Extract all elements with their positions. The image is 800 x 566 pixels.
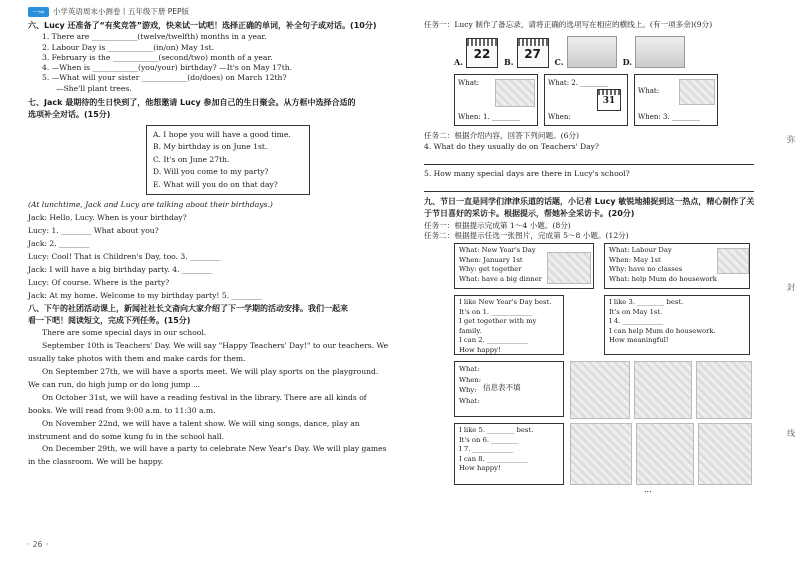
memo-box-1: What: When: 1. ________ <box>454 74 538 126</box>
picture-option-d: D. <box>623 36 685 68</box>
dialog-line: Lucy: Cool! That is Children's Day, too. 3. ________ <box>28 251 221 261</box>
info-card-new-year: What: New Year's Day When: January 1st Why: get together What: have a big dinner <box>454 243 594 289</box>
picture-option-a: A. 22 <box>454 38 498 68</box>
dinner-image <box>547 252 591 284</box>
picture-option-b: B. 27 <box>504 38 549 68</box>
option: E. What will you do on that day? <box>153 179 278 189</box>
memo-box-3: What: When: 3. ________ <box>634 74 718 126</box>
info-card-labour-day: What: Labour Day When: May 1st Why: have no classes What: help Mum do housework <box>604 243 750 289</box>
festival-image-4 <box>570 423 632 485</box>
dialog-line: Jack: I will have a big birthday party. 4. ________ <box>28 264 213 274</box>
section-8-title: 八、下午的社团活动课上，新闻社社长文斋向大家介绍了下一学期的活动安排。我们一起来 <box>28 303 348 313</box>
task2-instruction: 任务二：根据介绍内容，回答下列问题。(6分) <box>424 131 580 141</box>
left-column <box>28 20 390 469</box>
dialog-line: Jack: Hello, Lucy. When is your birthday? <box>28 213 187 223</box>
option: B. My birthday is on June 1st. <box>153 142 268 152</box>
sports-image <box>495 79 535 107</box>
section-7-title-cont: 选项补全对话。(15分) <box>28 110 111 120</box>
task1-instruction: 任务一：Lucy 制作了备忘录，请将正确的选项写在相应的横线上。(有一项多余)(9分) <box>424 20 713 29</box>
header-badge: 一⇨ <box>28 7 49 17</box>
section-9-title: 九、节日一直是同学们津津乐道的话题，小记者 Lucy 敏锐地捕捉到这一热点，精心制作了关 <box>424 197 755 206</box>
passage-paragraph: On September 27th, we will have a sports meet. We will play sports on the playground. We can run, do high jump or do long jump ... <box>28 367 379 389</box>
answer-card-3: I like 5. ________ best. It's on 6. ________ I 7. ____________ I can 8. ____________ How happy! <box>454 423 564 485</box>
binding-mark: 封 <box>787 283 795 292</box>
section-6-title: 六、Lucy 还准备了“有奖竞答”游戏，快来试一试吧！选择正确的单词，补全句子或对话。(10分) <box>28 21 377 30</box>
s6-item: 5. —What will your sister ____________(do/does) on March 12th? <box>42 73 287 83</box>
talent-show-image <box>679 79 715 105</box>
s6-item: 1. There are ____________(twelve/twelfth) months in a year. <box>42 32 267 42</box>
housework-image <box>717 248 749 274</box>
answer-card-1: I like New Year's Day best. It's on 1. ____________ I get together with my family. I can 2. ____________ How happy! <box>454 295 564 355</box>
festival-image-3 <box>696 361 752 419</box>
page-header <box>28 6 189 17</box>
answer-card-2: I like 3. ________ best. It's on May 1st. I 4. ____________ I can help Mum do housework. How meaningful! <box>604 295 750 355</box>
option: C. It's on June 27th. <box>153 154 230 164</box>
calendar-icon: 31 <box>597 89 621 111</box>
question-5: 5. How many special days are there in Lucy's school? <box>424 168 630 178</box>
dialog-line: Jack: At my home. Welcome to my birthday party! 5. ________ <box>28 290 262 300</box>
calendar-icon: 22 <box>466 38 498 68</box>
teacher-students-image <box>635 36 685 68</box>
s6-item: 2. Labour Day is ____________(in/on) May 1st. <box>42 42 215 52</box>
question-4: 4. What do they usually do on Teachers' Day? <box>424 141 599 151</box>
task9-2: 任务二：根据提示任选一张图片，完成第 5～8 小题。(12分) <box>424 231 629 241</box>
memo-box-2: What: 2. ________ 31 When: <box>544 74 628 126</box>
library-scene-image <box>567 36 617 68</box>
passage-paragraph: There are some special days in our school. <box>42 328 207 338</box>
calendar-icon: 27 <box>517 38 549 68</box>
options-box <box>146 125 310 196</box>
s6-item: 3. February is the ____________(second/two) month of a year. <box>42 52 273 62</box>
section-7-title: 七、Jack 最期待的生日快到了，他想邀请 Lucy 参加自己的生日聚会。从方框中选择合适的 <box>28 97 356 107</box>
picture-option-c: C. <box>555 36 617 68</box>
dialog-context: (At lunchtime, Jack and Lucy are talking about their birthdays.) <box>28 200 273 210</box>
s6-item: —She'll plant trees. <box>56 83 132 93</box>
festival-image-1 <box>570 361 630 419</box>
right-column <box>424 20 756 496</box>
interview-cards <box>454 241 754 496</box>
binding-mark: 线 <box>787 429 795 438</box>
passage-paragraph: On November 22nd, we will have a talent show. We will sing songs, dance, play an instrument and do some kung fu in the school hall. <box>28 418 360 441</box>
passage-paragraph: On October 31st, we will have a reading festival in the library. There are all kinds of books. We will read from 9:00 a.m. to 11:30 a.m. <box>28 392 367 415</box>
section-9-title-cont: 于节日喜好的采访卡。根据提示，帮她补全采访卡。(20分) <box>424 209 635 219</box>
passage-paragraph: On December 29th, we will have a party to celebrate New Year's Day. We will play games in the classroom. We will be happy. <box>28 444 387 467</box>
passage-paragraph: September 10th is Teachers' Day. We will say "Happy Teachers' Day!" to our teachers. We usually take photos with them and make cards for them. <box>28 341 389 364</box>
section-8-title-cont: 看一下吧！阅读短文，完成下列任务。(15分) <box>28 315 191 325</box>
blank-info-card: What: When: Why: What: 信息表不填 <box>454 361 564 417</box>
s6-item: 4. —When is ____________(you/your) birthday? —It's on May 17th. <box>42 63 293 73</box>
option: D. Will you come to my party? <box>153 167 269 177</box>
festival-image-2 <box>634 361 692 419</box>
option: A. I hope you will have a good time. <box>153 129 291 139</box>
binding-mark: 弥 <box>787 135 795 144</box>
task9-1: 任务一：根据提示完成第 1～4 小题。(8分) <box>424 220 571 230</box>
festival-image-5 <box>636 423 694 485</box>
dialog-line: Lucy: Of course. Where is the party? <box>28 277 170 287</box>
ellipsis: ... <box>644 485 652 495</box>
memo-boxes <box>454 74 756 126</box>
festival-image-6 <box>698 423 752 485</box>
dialog-line: Lucy: 1. ________ What about you? <box>28 226 159 236</box>
answer-line <box>424 191 754 192</box>
header-title: 小学英语周末小测卷丨五年级下册 PEP版 <box>52 7 190 16</box>
answer-line <box>424 164 754 165</box>
picture-options <box>454 36 756 68</box>
page-number: ◦ 26 ◦ <box>26 540 50 549</box>
dialog-line: Jack: 2. ________ <box>28 238 90 248</box>
